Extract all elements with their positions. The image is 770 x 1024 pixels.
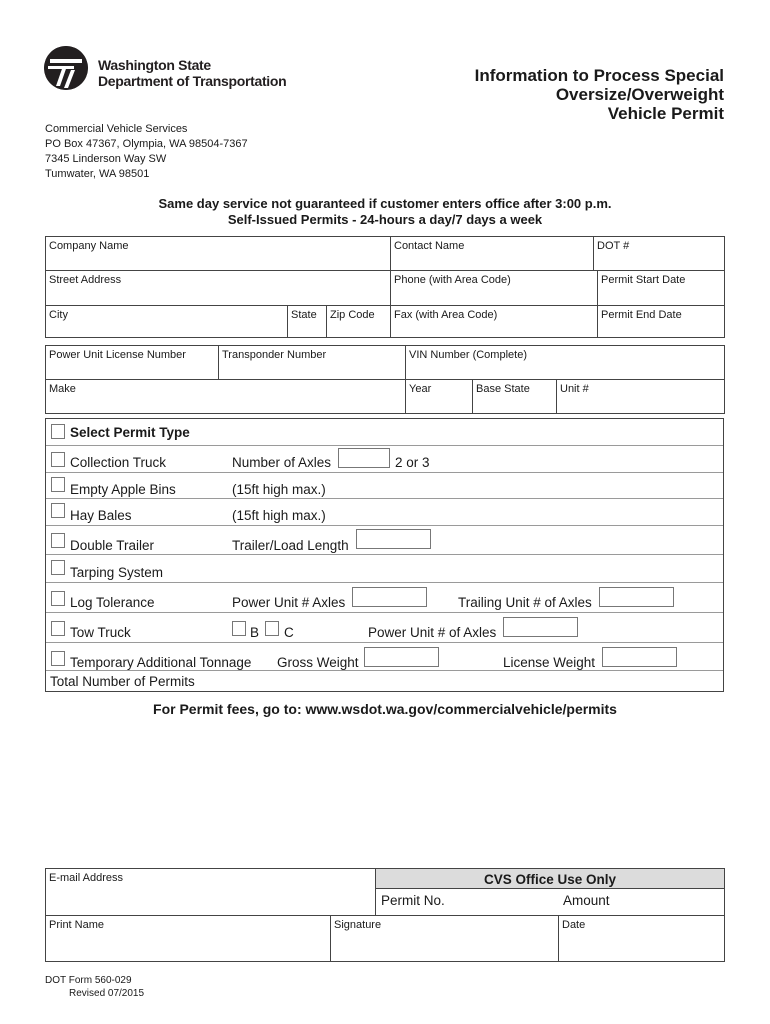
dot-number-label: DOT #: [597, 240, 630, 252]
title-line3: Vehicle Permit: [607, 104, 724, 123]
zip-field[interactable]: [327, 306, 391, 337]
permit-start-label: Permit Start Date: [601, 274, 686, 286]
unit-field[interactable]: [557, 380, 724, 413]
make-field[interactable]: [46, 380, 406, 413]
contact-name-field[interactable]: [391, 237, 594, 271]
double-trailer-row: [46, 526, 723, 555]
transponder-field[interactable]: [219, 346, 406, 380]
select-permit-type-checkbox[interactable]: [51, 424, 65, 439]
tarping-system-checkbox[interactable]: [51, 560, 65, 575]
two-or-three-label: 2 or 3: [395, 455, 430, 470]
company-name-label: Company Name: [49, 240, 129, 252]
tow-truck-row: [46, 613, 723, 643]
number-of-axles-input[interactable]: [338, 448, 390, 468]
service-notice: [0, 196, 770, 228]
tow-truck-checkbox[interactable]: [51, 621, 65, 636]
wsdot-logo-icon: [44, 46, 88, 90]
tow-b-label: B: [250, 625, 260, 640]
gross-weight-label: Gross Weight: [277, 655, 359, 670]
permit-end-label: Permit End Date: [601, 309, 682, 321]
hay-height-note: (15ft high max.): [232, 508, 326, 523]
state-label: State: [291, 309, 317, 321]
empty-apple-bins-label: Empty Apple Bins: [70, 482, 176, 497]
print-name-field[interactable]: [46, 916, 331, 961]
office-use-label: CVS Office Use Only: [483, 872, 617, 887]
address-line: Tumwater, WA 98501: [45, 168, 150, 180]
vin-field[interactable]: [406, 346, 724, 380]
title-line1: Information to Process Special: [474, 66, 724, 85]
signature-field[interactable]: [331, 916, 559, 961]
vehicle-grid: [45, 345, 725, 414]
make-label: Make: [49, 383, 76, 395]
power-unit-license-label: Power Unit License Number: [49, 349, 186, 361]
permit-type-section: [45, 418, 724, 692]
office-use-header: [376, 869, 724, 889]
company-name-field[interactable]: [46, 237, 391, 271]
form-number: DOT Form 560-029: [45, 975, 132, 986]
page-title: [475, 66, 724, 123]
contact-name-label: Contact Name: [394, 240, 465, 252]
power-unit-of-axles-label: Power Unit # of Axles: [368, 625, 497, 640]
notice-line2: Self-Issued Permits - 24-hours a day/7 days a week: [227, 212, 543, 227]
tow-c-checkbox[interactable]: [265, 621, 279, 636]
org-line1: Washington State: [98, 57, 211, 73]
base-state-field[interactable]: [473, 380, 557, 413]
address-line: Commercial Vehicle Services: [45, 123, 188, 135]
permit-no-label: Permit No.: [381, 893, 445, 908]
office-use-fields: [376, 889, 724, 916]
collection-truck-checkbox[interactable]: [51, 452, 65, 467]
temp-tonnage-checkbox[interactable]: [51, 651, 65, 666]
permit-fees-link[interactable]: For Permit fees, go to: www.wsdot.wa.gov/commercialvehicle/permits: [153, 701, 617, 717]
power-unit-of-axles-input[interactable]: [503, 617, 578, 637]
state-field[interactable]: [288, 306, 327, 337]
trailer-load-length-label: Trailer/Load Length: [232, 538, 349, 553]
temp-tonnage-label: Temporary Additional Tonnage: [70, 655, 252, 670]
unit-label: Unit #: [560, 383, 589, 395]
temp-tonnage-row: [46, 643, 723, 671]
tarping-system-row: [46, 555, 723, 583]
gross-weight-input[interactable]: [364, 647, 439, 667]
hay-bales-checkbox[interactable]: [51, 503, 65, 518]
power-unit-license-field[interactable]: [46, 346, 219, 380]
collection-truck-row: [46, 446, 723, 473]
power-unit-axles-input[interactable]: [352, 587, 427, 607]
hay-bales-label: Hay Bales: [70, 508, 132, 523]
mailing-address: [45, 122, 248, 182]
number-of-axles-label: Number of Axles: [232, 455, 332, 470]
address-line: PO Box 47367, Olympia, WA 98504-7367: [45, 138, 248, 150]
year-label: Year: [409, 383, 432, 395]
double-trailer-checkbox[interactable]: [51, 533, 65, 548]
total-permits-row[interactable]: [46, 671, 723, 692]
email-label: E-mail Address: [49, 872, 123, 884]
apple-height-note: (15ft high max.): [232, 482, 326, 497]
phone-field[interactable]: [391, 271, 598, 306]
dot-number-field[interactable]: [594, 237, 724, 271]
power-unit-axles-label: Power Unit # Axles: [232, 595, 346, 610]
tow-b-checkbox[interactable]: [232, 621, 246, 636]
city-label: City: [49, 309, 68, 321]
print-name-label: Print Name: [49, 919, 105, 931]
trailer-load-length-input[interactable]: [356, 529, 431, 549]
tarping-system-label: Tarping System: [70, 565, 164, 580]
year-field[interactable]: [406, 380, 473, 413]
collection-truck-label: Collection Truck: [70, 455, 167, 470]
street-address-label: Street Address: [49, 274, 122, 286]
org-line2: Department of Transportation: [98, 73, 287, 89]
license-weight-label: License Weight: [503, 655, 596, 670]
tow-truck-label: Tow Truck: [70, 625, 131, 640]
city-field[interactable]: [46, 306, 288, 337]
base-state-label: Base State: [476, 383, 530, 395]
fax-label: Fax (with Area Code): [394, 309, 498, 321]
email-field[interactable]: [46, 869, 376, 916]
signature-label: Signature: [334, 919, 382, 931]
fax-field[interactable]: [391, 306, 598, 337]
date-field[interactable]: [559, 916, 724, 961]
vin-label: VIN Number (Complete): [409, 349, 527, 361]
permit-type-heading-row: [46, 419, 723, 446]
trailing-unit-axles-input[interactable]: [599, 587, 674, 607]
transponder-label: Transponder Number: [222, 349, 327, 361]
hay-bales-row: [46, 499, 723, 526]
zip-label: Zip Code: [330, 309, 375, 321]
company-grid: [45, 236, 725, 338]
permit-end-field[interactable]: [598, 306, 724, 337]
log-tolerance-label: Log Tolerance: [70, 595, 155, 610]
form-footer: [45, 974, 144, 1000]
phone-label: Phone (with Area Code): [394, 274, 511, 286]
title-line2: Oversize/Overweight: [555, 85, 724, 104]
empty-apple-bins-row: [46, 473, 723, 499]
log-tolerance-row: [46, 583, 723, 613]
log-tolerance-checkbox[interactable]: [51, 591, 65, 606]
notice-line1: Same day service not guaranteed if customer enters office after 3:00 p.m.: [158, 196, 612, 211]
permit-type-heading: Select Permit Type: [70, 425, 190, 440]
tow-c-label: C: [284, 625, 294, 640]
total-permits-label: Total Number of Permits: [50, 674, 195, 689]
revised-date: Revised 07/2015: [69, 988, 145, 999]
signature-grid: [45, 868, 725, 962]
empty-apple-bins-checkbox[interactable]: [51, 477, 65, 492]
org-name: [98, 57, 286, 89]
date-label: Date: [562, 919, 586, 931]
amount-label: Amount: [563, 893, 610, 908]
permit-start-field[interactable]: [598, 271, 724, 306]
street-address-field[interactable]: [46, 271, 391, 306]
double-trailer-label: Double Trailer: [70, 538, 155, 553]
trailing-unit-axles-label: Trailing Unit # of Axles: [458, 595, 592, 610]
address-line: 7345 Linderson Way SW: [45, 153, 167, 165]
license-weight-input[interactable]: [602, 647, 677, 667]
